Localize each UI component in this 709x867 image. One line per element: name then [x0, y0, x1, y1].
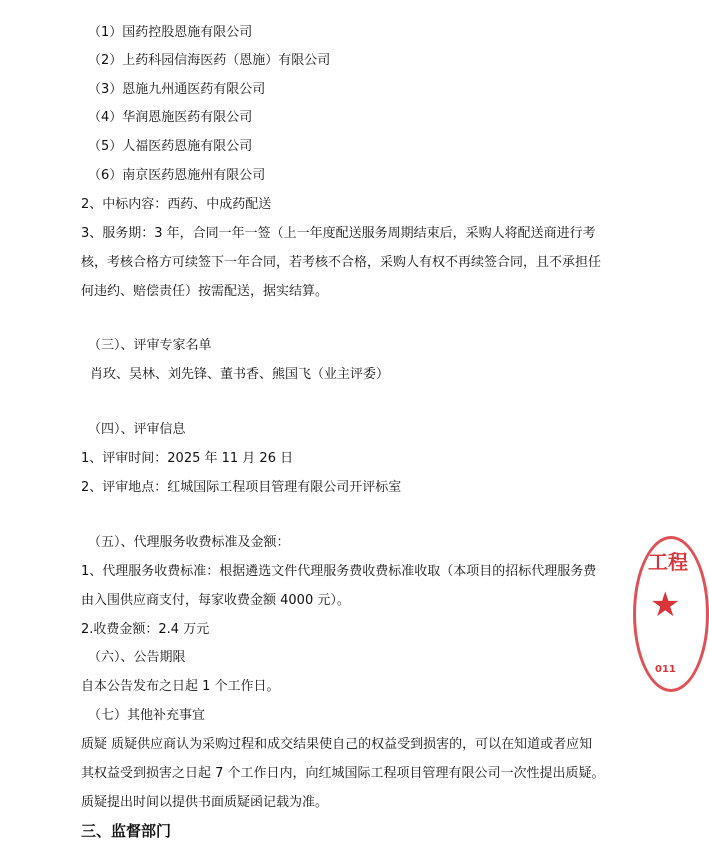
- fee-standard-line-2: 由入围供应商支付，每家收费金额 4000 元）。: [81, 593, 350, 608]
- section-supervision-title: 三、监督部门: [81, 822, 172, 840]
- experts-list: 肖玫、吴林、刘先锋、董书香、熊国飞（业主评委）: [90, 367, 390, 382]
- section-other-title: （七）其他补充事宜: [88, 708, 206, 723]
- service-period-line-2: 核，考核合格方可续签下一年合同，若考核不合格，采购人有权不再续签合同，且不承担任: [81, 255, 602, 270]
- review-time: 1、评审时间：2025 年 11 月 26 日: [81, 451, 294, 466]
- other-text-line-1: 质疑 质疑供应商认为采购过程和成交结果使自己的权益受到损害的，可以在知道或者应知: [81, 737, 593, 752]
- service-period-line-1: 3、服务期：3 年，合同一年一签（上一年度配送服务周期结束后，采购人将配送商进行考: [81, 226, 596, 241]
- review-place: 2、评审地点：红城国际工程项目管理有限公司开评标室: [81, 480, 402, 495]
- supplier-1: （1）国药控股恩施有限公司: [88, 25, 253, 40]
- service-period-line-3: 何违约、赔偿责任）按需配送，据实结算。: [81, 284, 329, 299]
- bid-content: 2、中标内容：西药、中成药配送: [81, 197, 272, 212]
- supplier-4: （4）华润恩施医药有限公司: [88, 110, 253, 125]
- supplier-6: （6）南京医药恩施州有限公司: [88, 168, 266, 183]
- supplier-3: （3）恩施九州通医药有限公司: [88, 82, 266, 97]
- stamp-text: 工程: [648, 550, 688, 574]
- period-text: 自本公告发布之日起 1 个工作日。: [81, 679, 280, 694]
- section-fee-title: （五）、代理服务收费标准及金额：: [88, 535, 290, 550]
- supplier-2: （2）上药科园信海医药（恩施）有限公司: [88, 53, 331, 68]
- fee-amount: 2.收费金额：2.4 万元: [81, 622, 210, 637]
- stamp-star-icon: ★: [650, 585, 681, 625]
- other-text-line-3: 质疑提出时间以提供书面质疑函记载为准。: [81, 795, 329, 810]
- section-period-title: （六）、公告期限: [88, 650, 186, 665]
- fee-standard-line-1: 1、代理服务收费标准：根据遴选文件代理服务费收费标准收取（本项目的招标代理服务费: [81, 564, 597, 579]
- section-experts-title: （三）、评审专家名单: [88, 338, 212, 353]
- section-review-title: （四）、评审信息: [88, 422, 186, 437]
- other-text-line-2: 其权益受到损害之日起 7 个工作日内，向红城国际工程项目管理有限公司一次性提出质疑。: [81, 766, 605, 781]
- supplier-5: （5）人福医药恩施有限公司: [88, 139, 253, 154]
- stamp-number: 011: [655, 664, 676, 675]
